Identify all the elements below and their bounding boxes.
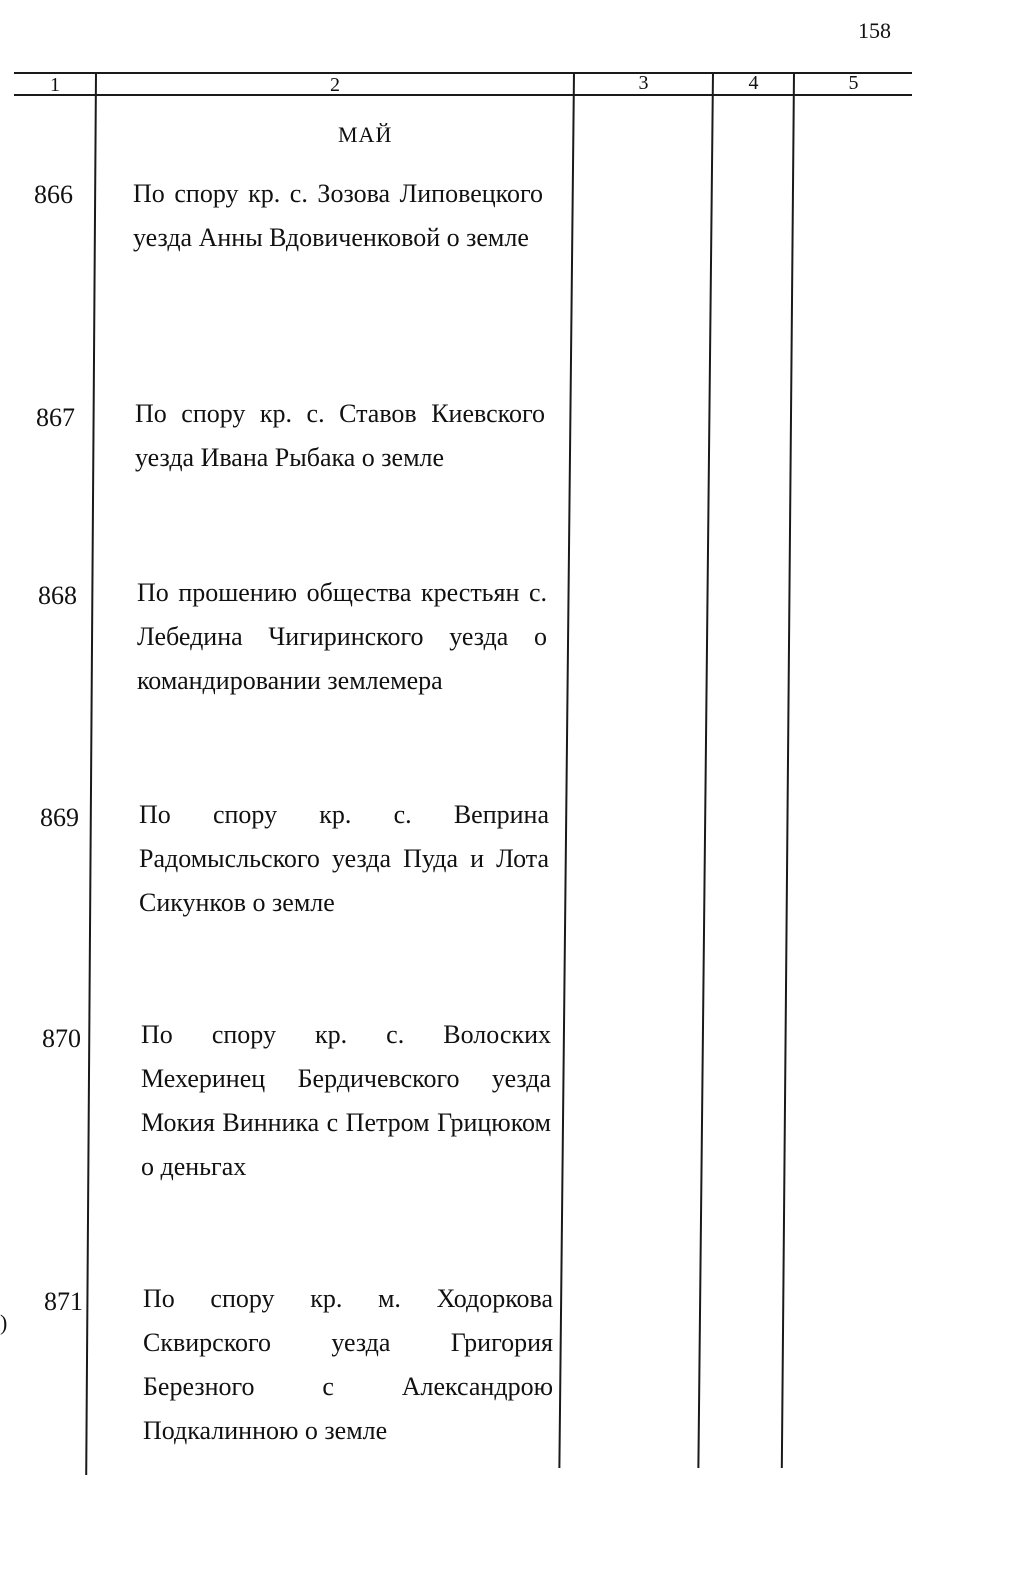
column-divider-2 bbox=[558, 72, 575, 1468]
margin-mark: ) bbox=[0, 1310, 8, 1335]
entry-number: 867 bbox=[36, 403, 75, 432]
page-number: 158 bbox=[858, 18, 891, 43]
entry-number: 870 bbox=[42, 1024, 81, 1053]
entry-text: По спору кр. с. Волоских Мехеринец Бердичевского уезда Мокия Винника с Петром Грицюком о деньгах bbox=[141, 1020, 551, 1181]
entry-text: По спору кр. с. Зозова Липовецкого уезда Анны Вдовиченковой о земле bbox=[133, 179, 543, 252]
column-heading-1: 1 bbox=[50, 74, 60, 96]
month-heading: МАЙ bbox=[338, 122, 393, 147]
entry-number: 866 bbox=[34, 180, 73, 209]
column-divider-3 bbox=[697, 72, 714, 1468]
column-divider-4 bbox=[781, 72, 795, 1468]
entry-number: 869 bbox=[40, 803, 79, 832]
entry-text: По спору кр. с. Ставов Киевского уезда Ивана Рыбака о земле bbox=[135, 399, 545, 472]
column-heading-4: 4 bbox=[748, 72, 759, 94]
entry-number: 868 bbox=[38, 581, 77, 610]
column-heading-2: 2 bbox=[330, 74, 340, 96]
column-divider-1 bbox=[85, 72, 97, 1475]
entry-text: По прошению общества крестьян с. Лебедина Чигиринского уезда о командировании землемера bbox=[137, 578, 547, 695]
column-heading-3: 3 bbox=[638, 72, 649, 94]
column-heading-5: 5 bbox=[848, 72, 859, 94]
entry-text: По спору кр. с. Веприна Радомысльского уезда Пуда и Лота Сикунков о земле bbox=[139, 800, 549, 917]
entry-number: 871 bbox=[44, 1287, 83, 1316]
entry-text: По спору кр. м. Ходоркова Сквирского уезда Григория Березного с Александрою Подкалинною о земле bbox=[143, 1284, 553, 1445]
